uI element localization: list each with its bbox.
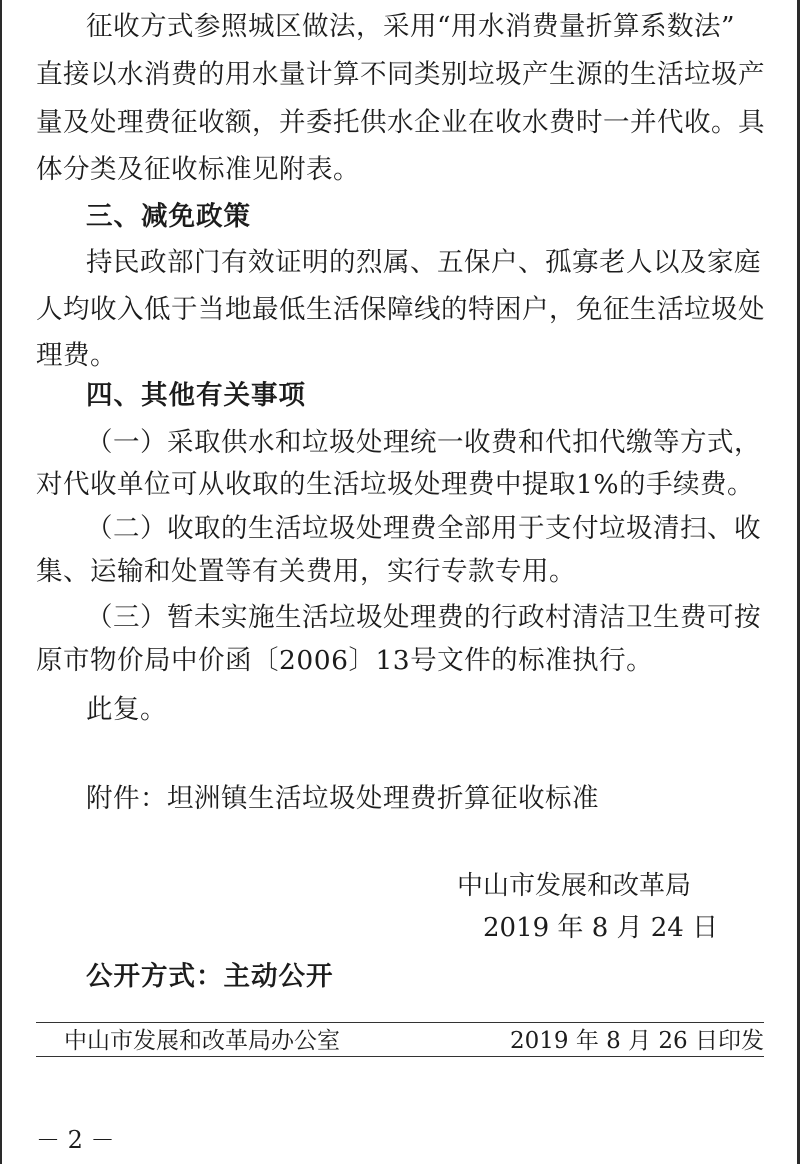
section-heading-other-matters: 四、其他有关事项 xyxy=(86,380,306,411)
body-line: 征收方式参照城区做法，采用“用水消费量折算系数法” xyxy=(86,11,736,42)
signature-organization: 中山市发展和改革局 xyxy=(457,871,692,901)
footer-issue-date: 2019 年 8 月 26 日印发 xyxy=(510,1028,764,1054)
page-number: － 2 － xyxy=(36,1126,115,1154)
body-line: 持民政部门有效证明的烈属、五保户、孤寡老人以及家庭 xyxy=(86,247,761,278)
body-line: 量及处理费征收额，并委托供水企业在收水费时一并代收。具 xyxy=(36,107,765,138)
signature-date: 2019 年 8 月 24 日 xyxy=(483,913,719,943)
body-line: 理费。 xyxy=(36,340,117,371)
body-line: 人均收入低于当地最低生活保障线的特困户，免征生活垃圾处 xyxy=(36,294,765,325)
body-line: 对代收单位可从收取的生活垃圾处理费中提取1%的手续费。 xyxy=(36,469,755,500)
section-heading-relief-policy: 三、减免政策 xyxy=(86,201,251,232)
body-line: （一）采取供水和垃圾处理统一收费和代扣代缴等方式， xyxy=(86,427,761,458)
body-line: 集、运输和处置等有关费用，实行专款专用。 xyxy=(36,556,576,587)
body-line: 原市物价局中价函〔2006〕13号文件的标准执行。 xyxy=(36,645,654,676)
closing-line: 此复。 xyxy=(86,694,167,725)
disclosure-method: 公开方式：主动公开 xyxy=(86,961,334,992)
footer-top-rule xyxy=(36,1022,764,1023)
footer-issuing-office: 中山市发展和改革局办公室 xyxy=(64,1028,340,1054)
attachment-line: 附件：坦洲镇生活垃圾处理费折算征收标准 xyxy=(86,783,599,814)
footer-bottom-rule xyxy=(36,1056,764,1057)
body-line: 直接以水消费的用水量计算不同类别垃圾产生源的生活垃圾产 xyxy=(36,59,765,90)
body-line: （二）收取的生活垃圾处理费全部用于支付垃圾清扫、收 xyxy=(86,513,761,544)
body-line: （三）暂未实施生活垃圾处理费的行政村清洁卫生费可按 xyxy=(86,602,761,633)
body-line: 体分类及征收标准见附表。 xyxy=(36,154,360,185)
